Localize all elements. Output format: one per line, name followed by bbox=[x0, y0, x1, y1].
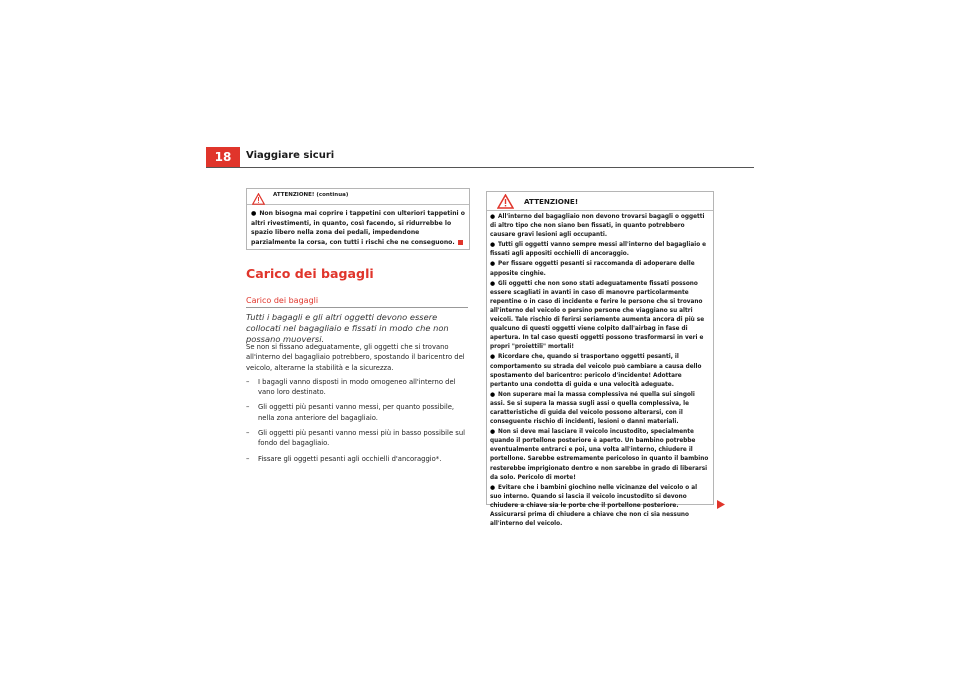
header-divider bbox=[206, 167, 754, 168]
chapter-title: Viaggiare sicuri bbox=[246, 150, 335, 161]
list-item: ● Non si deve mai lasciare il veicolo incustodito, specialmente quando il portellone posteriore è aperto. Un bambino potrebbe eventualmente entrarci e poi, una volta all'interno, chiudere il portellone. Sarebbe estremamente pericoloso in quanto il bambino resterebbe imprigionato dentro e non sarebbe in grado di liberarsi da solo. Pericolo di morte! bbox=[490, 429, 709, 481]
warning-triangle-icon bbox=[252, 190, 265, 209]
list-item: ● Evitare che i bambini giochino nelle vicinanze del veicolo o al suo interno. Quando si lascia il veicolo incustodito si devono chiudere a chiave sia le porte che il portellone posteriore. Assicurarsi prima di chiudere a chiave che non ci sia nessuno all'interno del veicolo. bbox=[490, 484, 698, 528]
warning-body bbox=[247, 205, 469, 248]
list-item: ● Ricordare che, quando si trasportano oggetti pesanti, il comportamento su strada del veicolo può cambiare a causa dello spostamento del baricentro: pericolo d'incidente! Adottare pertanto una condotta di guida e una velocità adeguate. bbox=[490, 354, 702, 388]
warning-label: ATTENZIONE! bbox=[524, 197, 579, 206]
intro-paragraph: Se non si fissano adeguatamente, gli oggetti che si trovano all'interno del bagagliaio potrebbero, spostando il baricentro del veicolo, alterarne la stabilità e la sicurezza. bbox=[246, 343, 465, 372]
arrow-right-icon bbox=[717, 494, 725, 513]
list-item: – Gli oggetti più pesanti vanno messi più in basso possibile sul fondo del bagagliaio. bbox=[246, 429, 466, 448]
bullet-icon: ● bbox=[490, 429, 496, 436]
bullet-icon: ● bbox=[490, 280, 496, 287]
warning-body bbox=[487, 211, 713, 529]
page-number: 18 bbox=[206, 147, 240, 167]
warning-triangle-icon bbox=[497, 194, 514, 213]
subsection-divider bbox=[246, 307, 468, 308]
list-item: ● Non superare mai la massa complessiva né quella sui singoli assi. Se si supera la massa sugli assi o quella complessiva, le caratteristiche di guida del veicolo possono alterarsi, con il conseguente rischio di incidenti, lesioni o danni materiali. bbox=[490, 391, 695, 426]
bullet-icon: ● bbox=[490, 354, 496, 361]
list-item: ● Gli oggetti che non sono stati adeguatamente fissati possono essere scagliati in avanti in caso di manovre particolarmente repentine o in caso di incidente e ferire le persone che si trovano all'interno del veicolo o persino persone che viaggiano su altri veicoli. Tale rischio di ferirsi seriamente aumenta ancora di più se qualcuno di questi oggetti viene colpito dall'airbag in fase di apertura. In tal caso questi oggetti possono trasformarsi in veri e propri "proiettili" mortali! bbox=[490, 280, 705, 351]
bullet-icon: ● bbox=[490, 391, 496, 398]
warning-box bbox=[486, 191, 714, 528]
bullet-icon: ● bbox=[490, 242, 496, 249]
list-item: – Gli oggetti più pesanti vanno messi, per quanto possibile, nella zona anteriore del bagagliaio. bbox=[246, 403, 455, 422]
list-item: ● Tutti gli oggetti vanno sempre messi all'interno del bagagliaio e fissati agli appositi occhielli di ancoraggio. bbox=[490, 242, 707, 258]
section-body bbox=[246, 342, 468, 469]
section-title: Carico dei bagagli bbox=[246, 266, 374, 281]
warning-label: ATTENZIONE! (continua) bbox=[273, 192, 349, 198]
subsection-title: Carico dei bagagli bbox=[246, 296, 319, 305]
warning-box-continued bbox=[246, 188, 470, 250]
bullet-icon: ● bbox=[490, 261, 496, 268]
end-marker-icon bbox=[458, 240, 463, 245]
list-item: – Fissare gli oggetti pesanti agli occhielli d'ancoraggio*. bbox=[246, 454, 442, 463]
list-item: ● All'interno del bagagliaio non devono trovarsi bagagli o oggetti di altro tipo che non siano ben fissati, in quanto potrebbero causare gravi lesioni agli occupanti. bbox=[490, 214, 705, 239]
bullet-icon: ● bbox=[490, 214, 496, 220]
list-item: – I bagagli vanno disposti in modo omogeneo all'interno del vano loro destinato. bbox=[246, 377, 456, 397]
bullet-icon: ● bbox=[490, 484, 496, 491]
warning-header bbox=[487, 192, 713, 211]
list-item: ● Non bisogna mai coprire i tappetini con ulteriori tappetini o altri rivestimenti, in quanto, così facendo, si ridurrebbe lo spazio libero nella zona dei pedali, impedendone parzialmente la corsa, con tutti i rischi che ne conseguono. bbox=[251, 210, 465, 247]
lead-text: Tutti i bagagli e gli altri oggetti devono essere collocati nel bagagliaio e fissati in modo che non possano muoversi. bbox=[246, 312, 449, 345]
warning-header bbox=[247, 189, 469, 205]
bullet-icon: ● bbox=[251, 210, 257, 217]
list-item: ● Per fissare oggetti pesanti si raccomanda di adoperare delle apposite cinghie. bbox=[490, 261, 695, 277]
